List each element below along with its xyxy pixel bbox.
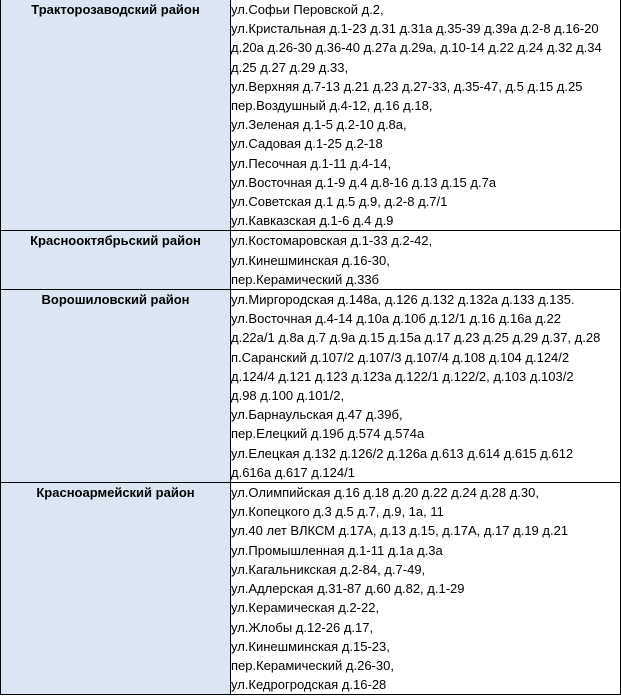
street-address-line: ул.Копецкого д.3 д.5 д.7, д.9, 1а, 11 xyxy=(231,504,444,520)
street-address-line: ул.Верхняя д.7-13 д.21 д.23 д.27-33, д.35-47, д.5 д.15 д.25 xyxy=(231,78,583,94)
street-address-line: ул.Керамическая д.2-22, xyxy=(231,600,380,616)
street-address-line: ул.Адлерская д.31-87 д.60 д.82, д.1-29 xyxy=(231,581,465,597)
street-address-line: д.98 д.100 д.101/2, xyxy=(231,388,345,404)
street-address-line: ул.Жлобы д.12-26 д.17, xyxy=(231,619,374,635)
street-address-line: д.25 д.27 д.29 д.33, xyxy=(231,59,349,75)
street-address-line: ул.Советская д.1 д.5 д.9, д.2-8 д.7/1 xyxy=(231,194,448,210)
street-address-line: пер.Елецкий д.19б д.574 д.574а xyxy=(231,426,425,442)
street-address-line: ул.Садовая д.1-25 д.2-18 xyxy=(231,136,383,152)
streets-cell xyxy=(231,290,621,483)
street-address-line: ул.Кавказская д.1-6 д.4 д.9 xyxy=(231,213,394,229)
street-address-line: д.616а д.617 д.124/1 xyxy=(231,464,355,480)
streets-cell xyxy=(231,483,621,695)
street-address-line: ул.Зеленая д.1-5 д.2-10 д.8а, xyxy=(231,117,407,133)
street-address-line: ул.Промышленная д.1-11 д.1а д.3а xyxy=(231,542,443,558)
district-row xyxy=(1,231,621,290)
streets-cell xyxy=(231,0,621,231)
district-row xyxy=(1,483,621,695)
street-address-line: пер.Керамический д.26-30, xyxy=(231,657,394,673)
street-address-line: ул.Елецкая д.132 д.126/2 д.126а д.613 д.614 д.615 д.612 xyxy=(231,445,574,461)
streets-cell xyxy=(231,231,621,290)
street-address-line: пер.Воздушный д.4-12, д.16 д.18, xyxy=(231,98,433,114)
district-name-cell xyxy=(1,231,231,290)
street-address-line: ул.Кинешминская д.16-30, xyxy=(231,252,390,268)
districts-table-body xyxy=(1,0,621,695)
street-address-line: ул.Барнаульская д.47 д.39б, xyxy=(231,407,403,423)
street-address-line: ул.Кристальная д.1-23 д.31 д.31а д.35-39 д.39а д.2-8 д.16-20 xyxy=(231,21,599,37)
district-name: Красноармейский район xyxy=(36,485,195,501)
street-address-line: ул.40 лет ВЛКСМ д.17А, д.13 д.15, д.17А, д.17 д.19 д.21 xyxy=(231,523,569,539)
street-address-line: ул.Кедрогродская д.16-28 xyxy=(231,677,387,693)
street-address-line: д.124/4 д.121 д.123 д.123а д.122/1 д.122/2, д.103 д.103/2 xyxy=(231,368,574,384)
street-address-line: ул.Костомаровская д.1-33 д.2-42, xyxy=(231,233,433,249)
district-name-cell xyxy=(1,483,231,695)
street-address-line: пер.Керамический д.33б xyxy=(231,271,380,287)
street-address-line: ул.Песочная д.1-11 д.4-14, xyxy=(231,155,392,171)
district-name: Ворошиловский район xyxy=(41,292,190,308)
street-address-line: п.Саранский д.107/2 д.107/3 д.107/4 д.108 д.104 д.124/2 xyxy=(231,349,570,365)
street-address-line: д.20а д.26-30 д.36-40 д.27а д.29а, д.10-14 д.22 д.24 д.32 д.34 xyxy=(231,40,602,56)
street-address-line: ул.Восточная д.1-9 д.4 д.8-16 д.13 д.15 д.7а xyxy=(231,174,497,190)
street-address-line: ул.Восточная д.4-14 д.10а д.10б д.12/1 д.16 д.16а д.22 xyxy=(231,311,561,327)
street-address-line: ул.Кагальникская д.2-84, д.7-49, xyxy=(231,561,426,577)
district-name-cell xyxy=(1,290,231,483)
district-name: Краснооктябрьский район xyxy=(30,233,201,249)
street-address-line: ул.Софьи Перовской д.2, xyxy=(231,2,384,17)
district-name: Тракторозаводский район xyxy=(31,2,200,17)
street-address-line: ул.Миргородская д.148а, д.126 д.132 д.132а д.133 д.135. xyxy=(231,292,575,308)
street-address-line: д.22а/1 д.8а д.7 д.9а д.15 д.15а д.17 д.23 д.25 д.29 д.37, д.28 xyxy=(231,330,601,346)
district-name-cell xyxy=(1,0,231,231)
street-address-line: ул.Олимпийская д.16 д.18 д.20 д.22 д.24 д.28 д.30, xyxy=(231,485,539,501)
street-address-line: ул.Кинешминская д.15-23, xyxy=(231,638,390,654)
district-row xyxy=(1,290,621,483)
district-row xyxy=(1,0,621,231)
